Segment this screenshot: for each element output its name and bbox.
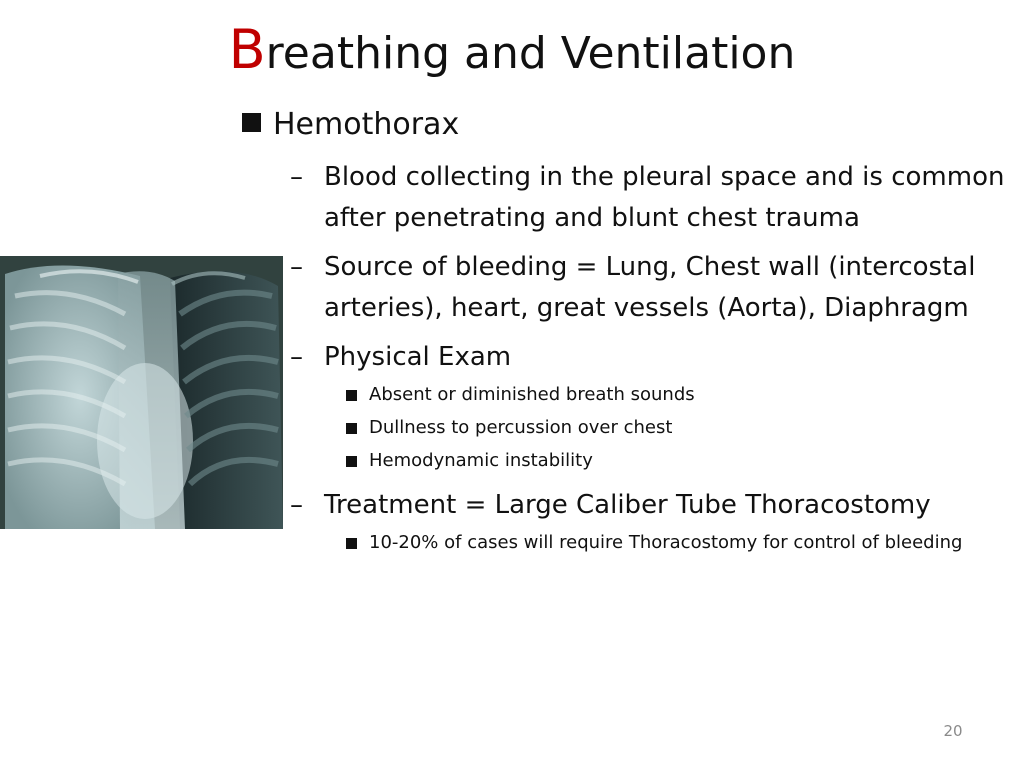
heading-text: Hemothorax [273, 107, 460, 142]
bullet-text: Physical Exam [324, 342, 512, 372]
title-rest: reathing and Ventilation [265, 28, 796, 79]
bullet-list [290, 157, 1010, 567]
bullet-physical-exam [290, 337, 1010, 378]
subitem-text: Hemodynamic instability [369, 450, 593, 471]
dash-icon: – [290, 162, 303, 192]
slide-title [0, 18, 1024, 82]
bullet-text: Treatment = Large Caliber Tube Thoracostomy [324, 490, 931, 520]
treatment-subitems [290, 526, 1010, 559]
square-bullet-icon [346, 456, 357, 467]
physical-exam-subitems [290, 378, 1010, 477]
square-bullet-icon [346, 423, 357, 434]
list-item [290, 526, 1010, 559]
bullet-definition [290, 157, 1010, 239]
bullet-text: Blood collecting in the pleural space and is common after penetrating and blunt chest trauma [324, 162, 1005, 233]
heading-hemothorax [242, 106, 459, 144]
bullet-treatment [290, 485, 1010, 526]
list-item [290, 444, 1010, 477]
square-bullet-icon [346, 538, 357, 549]
dash-icon: – [290, 490, 303, 520]
subitem-text: Dullness to percussion over chest [369, 417, 673, 438]
square-bullet-icon [242, 113, 261, 132]
bullet-text: Source of bleeding = Lung, Chest wall (intercostal arteries), heart, great vessels (Aorta), Diaphragm [324, 252, 976, 323]
chest-xray-image [0, 256, 283, 529]
slide-number: 20 [943, 722, 963, 740]
square-bullet-icon [346, 390, 357, 401]
title-first-letter: B [228, 18, 266, 81]
dash-icon: – [290, 252, 303, 282]
list-item [290, 378, 1010, 411]
list-item [290, 411, 1010, 444]
dash-icon: – [290, 342, 303, 372]
subitem-text: 10-20% of cases will require Thoracostomy for control of bleeding [369, 532, 963, 553]
subitem-text: Absent or diminished breath sounds [369, 384, 695, 405]
bullet-source-of-bleeding [290, 247, 1010, 329]
